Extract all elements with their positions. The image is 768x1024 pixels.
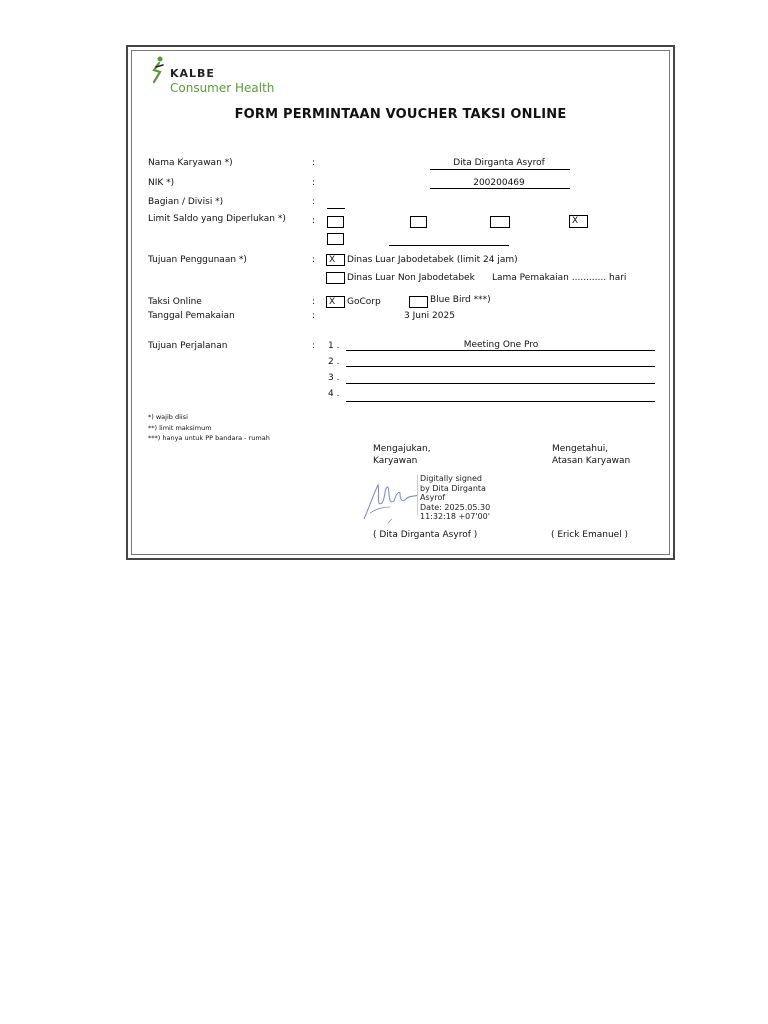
colon: : [312, 158, 316, 168]
tanggal-value: 3 Juni 2025 [404, 311, 455, 321]
sig-left-role: Karyawan [373, 456, 418, 466]
voucher-form [126, 45, 675, 560]
digital-signature-block [420, 474, 490, 522]
lama-unit: hari [608, 273, 627, 283]
form-title: FORM PERMINTAAN VOUCHER TAKSI ONLINE [234, 107, 567, 122]
sig-left-name: ( Dita Dirganta Asyrof ) [373, 530, 478, 540]
limit-checkbox-4[interactable]: X [569, 215, 588, 228]
nama-value: Dita Dirganta Asyrof [453, 158, 545, 168]
perjalanan-value-1: Meeting One Pro [463, 340, 539, 350]
digital-line-1: Digitally signed [420, 474, 482, 483]
bagian-underline [327, 208, 345, 209]
colon: : [312, 311, 316, 321]
lama-label [492, 273, 626, 284]
bagian-label: Bagian / Divisi *) [148, 197, 224, 207]
digital-line-2: by Dita Dirganta [420, 483, 486, 493]
logo-brand: KALBE [170, 67, 215, 80]
sig-right-title: Mengetahui, [552, 444, 609, 454]
perjalanan-label: Tujuan Perjalanan [148, 341, 228, 351]
tanggal-label: Tanggal Pemakaian [148, 311, 235, 321]
note-2: **) limit maksimum [148, 424, 212, 432]
perjalanan-line-4 [346, 401, 655, 402]
perjalanan-line-3 [346, 383, 655, 384]
note-3: ***) hanya untuk PP bandara - rumah [148, 434, 270, 442]
tujuan-checkbox-1[interactable]: X [326, 254, 345, 266]
colon: : [312, 255, 316, 265]
sig-left-title: Mengajukan, [373, 444, 431, 454]
taksi-checkbox-bluebird[interactable] [409, 296, 428, 308]
lama-text: Lama Pemakaian [492, 273, 569, 283]
taksi-option-bluebird: Blue Bird ***) [430, 295, 491, 305]
taksi-checkbox-gocorp[interactable]: X [326, 296, 345, 308]
nama-underline [430, 169, 570, 170]
perjalanan-line-1 [346, 350, 655, 351]
limit-checkbox-5[interactable] [327, 233, 344, 245]
nama-label: Nama Karyawan *) [148, 158, 233, 168]
limit-underline [389, 245, 509, 246]
limit-checkbox-3[interactable] [490, 216, 510, 228]
lama-dots: ............ [571, 273, 607, 283]
tujuan-option-2: Dinas Luar Non Jabodetabek [347, 273, 475, 283]
limit-label: Limit Saldo yang Diperlukan *) [148, 214, 286, 224]
sig-right-name: ( Erick Emanuel ) [551, 530, 629, 540]
nik-label: NIK *) [148, 178, 175, 188]
digital-line-5: 11:32:18 +07'00' [420, 512, 490, 521]
colon: : [312, 178, 316, 188]
colon: : [312, 341, 316, 351]
sig-divider [417, 475, 418, 515]
perjalanan-number-2: 2 . [328, 357, 340, 367]
perjalanan-number-3: 3 . [328, 373, 340, 383]
logo-division: Consumer Health [170, 81, 275, 95]
nik-value: 200200469 [473, 178, 525, 188]
perjalanan-number-4: 4 . [328, 389, 340, 399]
taksi-label: Taksi Online [148, 297, 202, 307]
colon: : [312, 297, 316, 307]
limit-checkbox-1[interactable] [327, 216, 344, 228]
tujuan-checkbox-2[interactable] [326, 272, 345, 284]
perjalanan-number-1: 1 . [328, 341, 340, 351]
tujuan-option-1: Dinas Luar Jabodetabek (limit 24 jam) [347, 255, 518, 265]
kalbe-logo-icon [148, 55, 168, 85]
tujuan-label: Tujuan Penggunaan *) [148, 255, 247, 265]
taksi-option-gocorp: GoCorp [347, 297, 381, 307]
handwritten-signature-icon [360, 475, 420, 525]
digital-line-4: Date: 2025.05.30 [420, 502, 491, 512]
colon: : [312, 216, 316, 226]
limit-checkbox-2[interactable] [410, 216, 427, 228]
note-1: *) wajib diisi [148, 413, 188, 421]
digital-line-3: Asyrof [420, 493, 446, 502]
perjalanan-line-2 [346, 366, 655, 367]
sig-right-role: Atasan Karyawan [552, 456, 631, 466]
colon: : [312, 197, 316, 207]
nik-underline [430, 188, 570, 189]
